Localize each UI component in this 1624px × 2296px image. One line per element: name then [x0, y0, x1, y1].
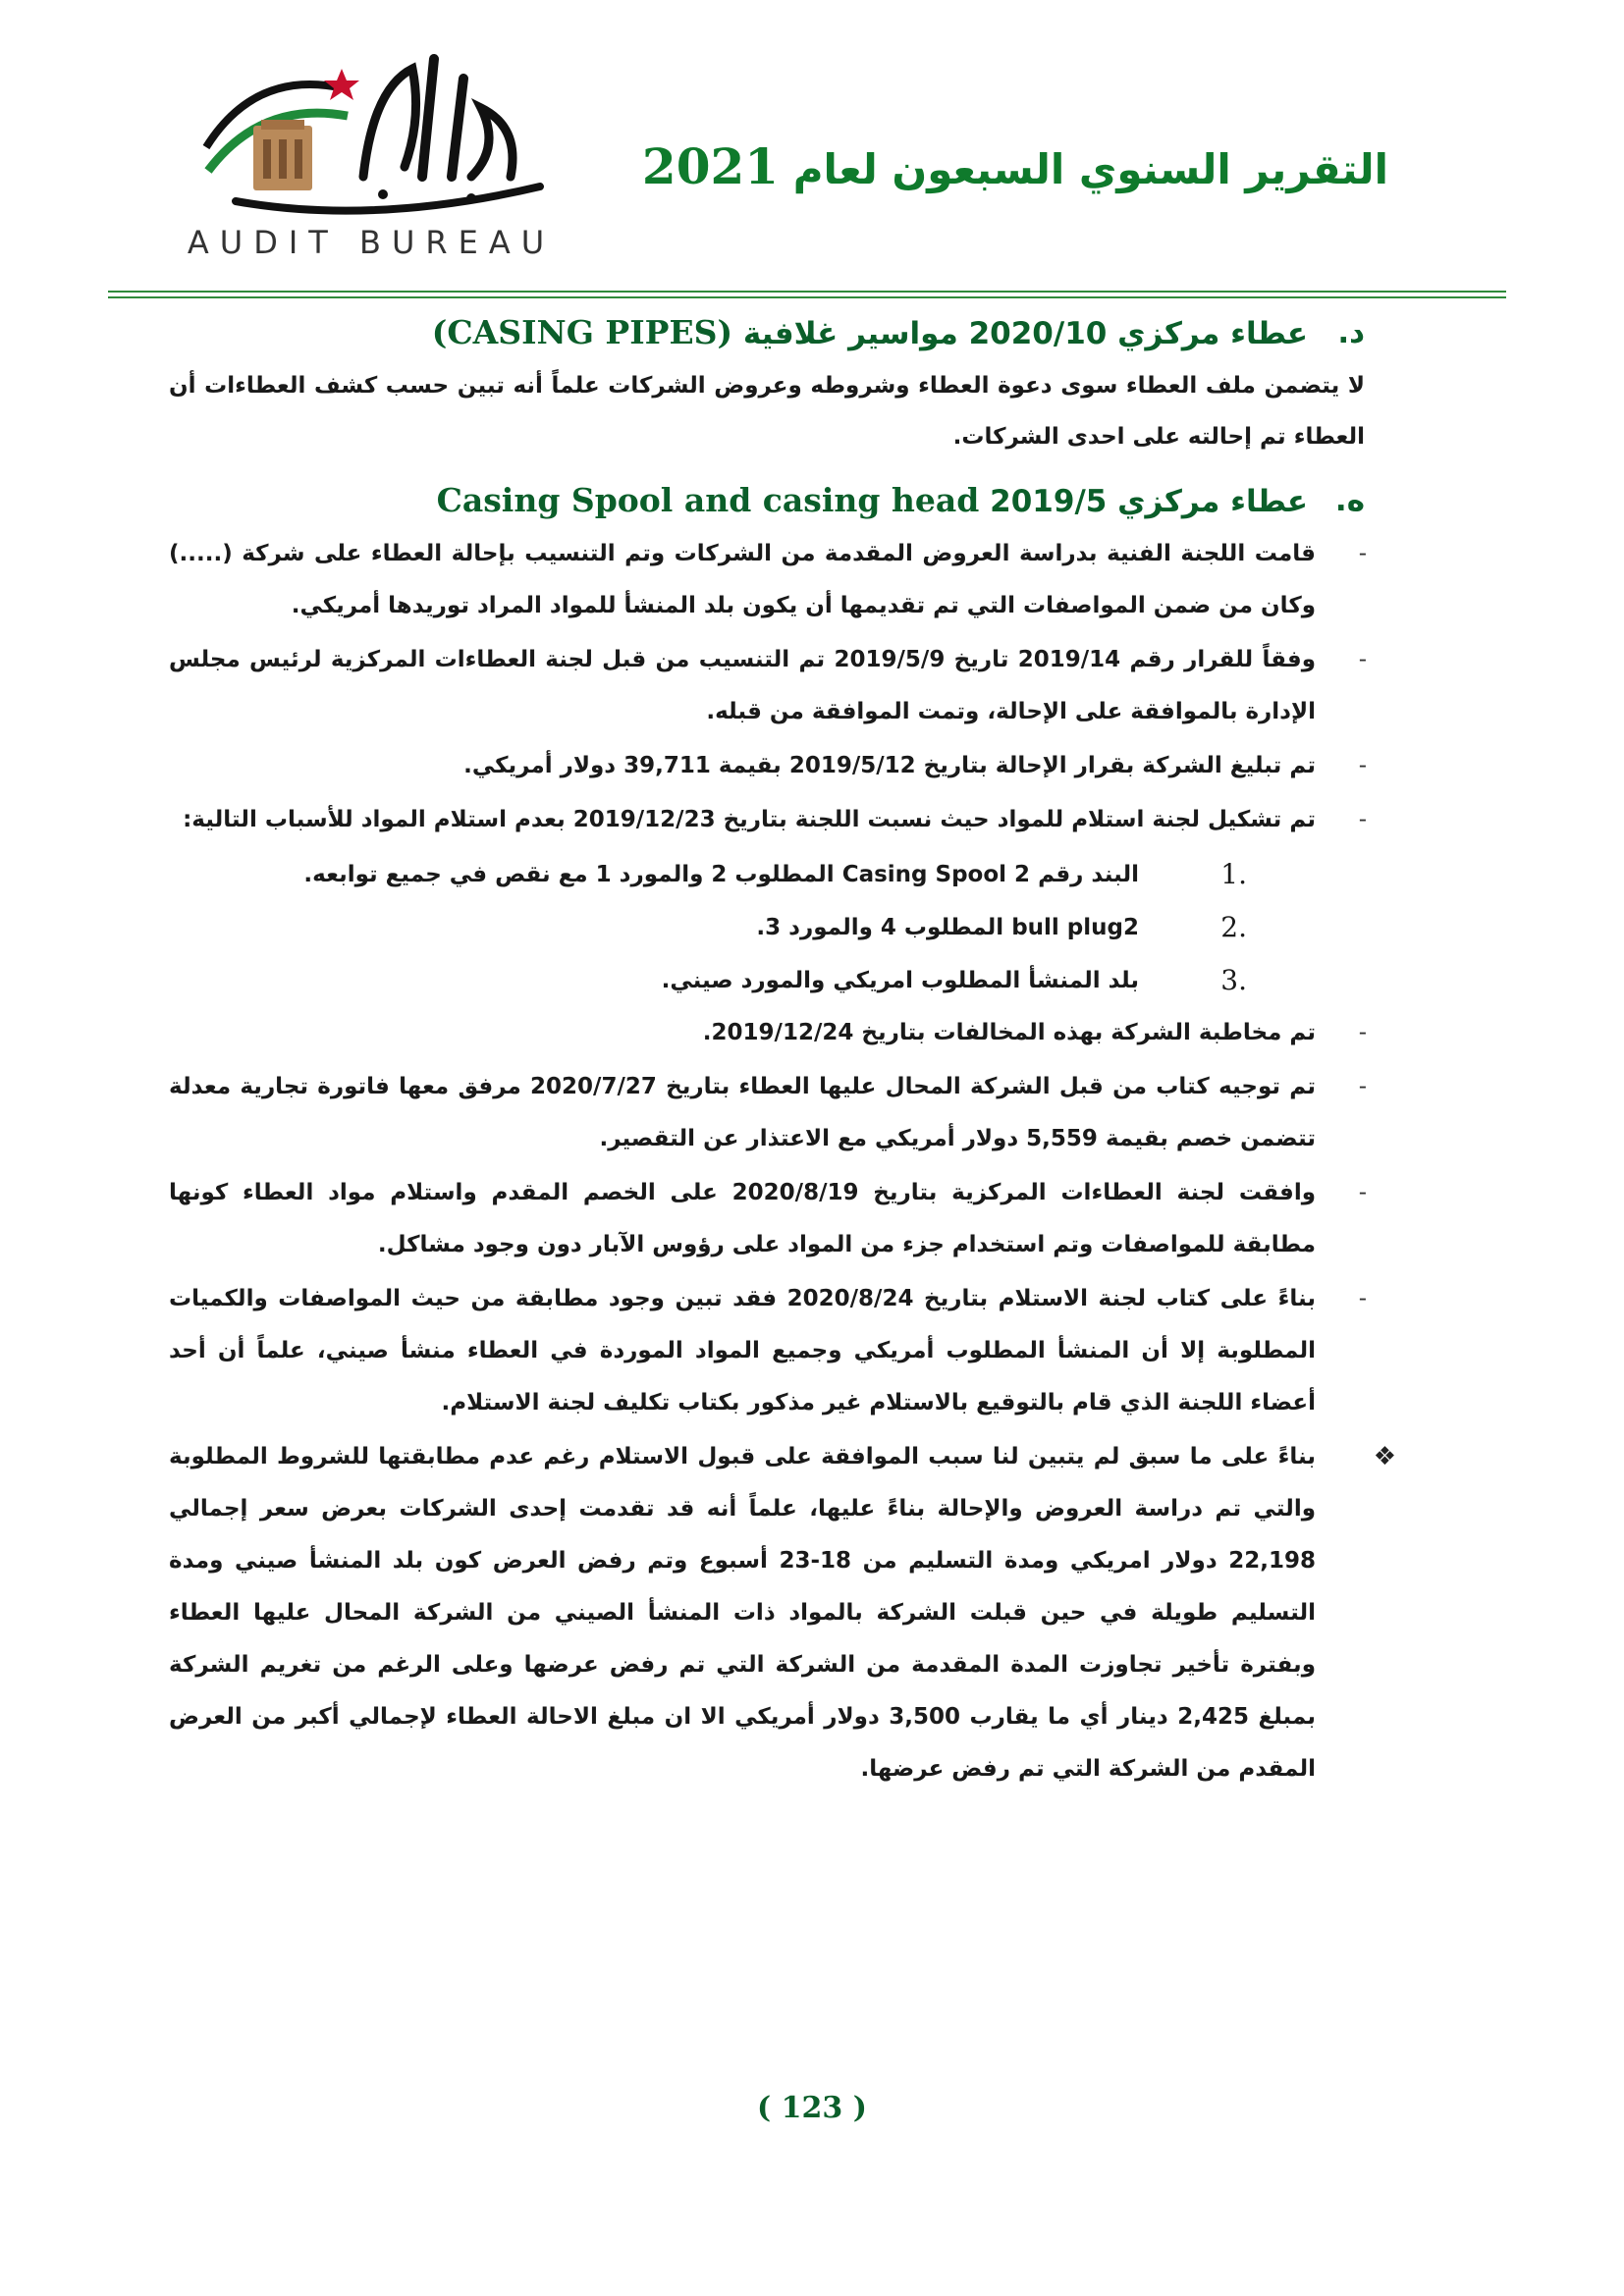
page-header: [0, 0, 1624, 294]
section-h-marker: ه.: [1334, 483, 1365, 518]
reason-text: البند رقم 2 Casing Spool المطلوب 2 والمورد 1 مع نقص في جميع توابعه.: [303, 862, 1139, 887]
section-d-heading: [169, 308, 1365, 358]
list-item-text: تم تبليغ الشركة بقرار الإحالة بتاريخ 2019/5/12 بقيمة 39,711 دولار أمريكي.: [463, 753, 1316, 778]
dash-bullet: -: [1358, 753, 1367, 778]
list-item: [169, 1167, 1365, 1271]
dash-bullet: -: [1358, 541, 1367, 566]
reason-index: 3.: [1220, 964, 1247, 996]
header-rule-secondary: [108, 296, 1506, 298]
section-h-heading-latin: Casing Spool and casing head: [436, 481, 980, 519]
section-d-heading-latin: (CASING PIPES): [431, 313, 733, 351]
list-item: [169, 1061, 1365, 1165]
conclusion-item: [169, 1431, 1396, 1795]
reason-index: 2.: [1220, 911, 1247, 943]
list-item: [169, 1273, 1365, 1429]
report-year: 2021: [641, 137, 780, 195]
list-item-text: قامت اللجنة الفنية بدراسة العروض المقدمة من الشركات وتم التنسيب بإحالة العطاء على شركة (.....) وكان من ضمن المواصفات التي تم تقديمها أن يكون بلد المنشأ للمواد المراد توريدها أمريكي.: [169, 541, 1316, 618]
reason-text: bull plug2 المطلوب 4 والمورد 3.: [756, 915, 1139, 940]
list-item-text: وفقاً للقرار رقم 2019/14 تاريخ 2019/5/9 تم التنسيب من قبل لجنة العطاءات المركزية لرئيس مجلس الإدارة بالموافقة على الإحالة، وتمت الموافقة من قبله.: [169, 647, 1316, 724]
section-d-paragraph: لا يتضمن ملف العطاء سوى دعوة العطاء وشروطه وعروض الشركات علماً أنه تبين حسب كشف العطاءات أن العطاء تم إحالته على احدى الشركات.: [169, 373, 1365, 450]
dash-bullet: -: [1358, 807, 1367, 832]
list-item-text: بناءً على كتاب لجنة الاستلام بتاريخ 2020/8/24 فقد تبين وجود مطابقة من حيث المواصفات والكميات المطلوبة إلا أن المنشأ المطلوب أمريكي وجميع المواد الموردة في العطاء منشأ صيني، علماً أن أحد أعضاء اللجنة الذي قام بالتوقيع بالاستلام غير مذكور بكتاب تكليف لجنة الاستلام.: [169, 1286, 1316, 1415]
dash-bullet: -: [1358, 1020, 1367, 1045]
dash-bullet: -: [1358, 1074, 1367, 1099]
dash-bullet: -: [1358, 1286, 1367, 1311]
page-number: ( 123 ): [757, 2091, 867, 2125]
report-title: [642, 137, 1388, 195]
reason-text: بلد المنشأ المطلوب امريكي والمورد صيني.: [661, 968, 1139, 993]
list-item: [169, 1007, 1365, 1059]
report-body: [169, 306, 1396, 1797]
section-d-heading-text: عطاء مركزي 2020/10 مواسير غلافية: [742, 316, 1308, 351]
section-h-heading: [169, 476, 1365, 526]
list-item-text: تم توجيه كتاب من قبل الشركة المحال عليها العطاء بتاريخ 2020/7/27 مرفق معها فاتورة تجارية معدلة تتضمن خصم بقيمة 5,559 دولار أمريكي مع الاعتذار عن التقصير.: [169, 1074, 1316, 1151]
reason-item: [169, 901, 1365, 954]
list-item-text: تم مخاطبة الشركة بهذه المخالفات بتاريخ 2019/12/24.: [702, 1020, 1316, 1045]
diamond-bullet-icon: ❖: [1373, 1442, 1396, 1471]
list-item-text: تم تشكيل لجنة استلام للمواد حيث نسبت اللجنة بتاريخ 2019/12/23 بعدم استلام المواد للأسباب التالية:: [183, 807, 1316, 832]
list-item: [169, 740, 1365, 792]
reason-index: 1.: [1220, 858, 1247, 890]
dash-bullet: -: [1358, 1180, 1367, 1205]
list-item: [169, 634, 1365, 738]
header-rule: [108, 291, 1506, 293]
reason-item: [169, 848, 1365, 901]
dash-bullet: -: [1358, 647, 1367, 672]
section-h-heading-text: عطاء مركزي 2019/5: [990, 484, 1308, 519]
list-item-text: وافقت لجنة العطاءات المركزية بتاريخ 2020/8/19 على الخصم المقدم واستلام مواد العطاء كونها مطابقة للمواصفات وتم استخدام جزء من المواد على رؤوس الآبار دون وجود مشاكل.: [169, 1180, 1316, 1257]
section-d-marker: د.: [1337, 315, 1365, 350]
logo-caption: AUDIT BUREAU: [187, 224, 556, 261]
list-item: [169, 528, 1365, 632]
report-title-text: التقرير السنوي السبعون لعام: [792, 145, 1388, 193]
conclusion-text: بناءً على ما سبق لم يتبين لنا سبب الموافقة على قبول الاستلام رغم عدم مطابقتها للشروط المطلوبة والتي تم دراسة العروض والإحالة بناءً عليها، علماً أنه قد تقدمت إحدى الشركات بعرض سعر إجمالي 22,198 دولار امريكي ومدة التسليم من 18-23 أسبوع وتم رفض العرض كون بلد المنشأ صيني ومدة التسليم طويلة في حين قبلت الشركة بالمواد ذات المنشأ الصيني من الشركة المحال عليها العطاء وبفترة تأخير تجاوزت المدة المقدمة من الشركة التي تم رفض عرضها وعلى الرغم من تغريم الشركة بمبلغ 2,425 دينار أي ما يقارب 3,500 دولار أمريكي الا ان مبلغ الاحالة العطاء لإجمالي أكبر من العرض المقدم من الشركة التي تم رفض عرضها.: [169, 1444, 1317, 1782]
reason-item: [169, 954, 1365, 1007]
list-item: [169, 794, 1365, 846]
